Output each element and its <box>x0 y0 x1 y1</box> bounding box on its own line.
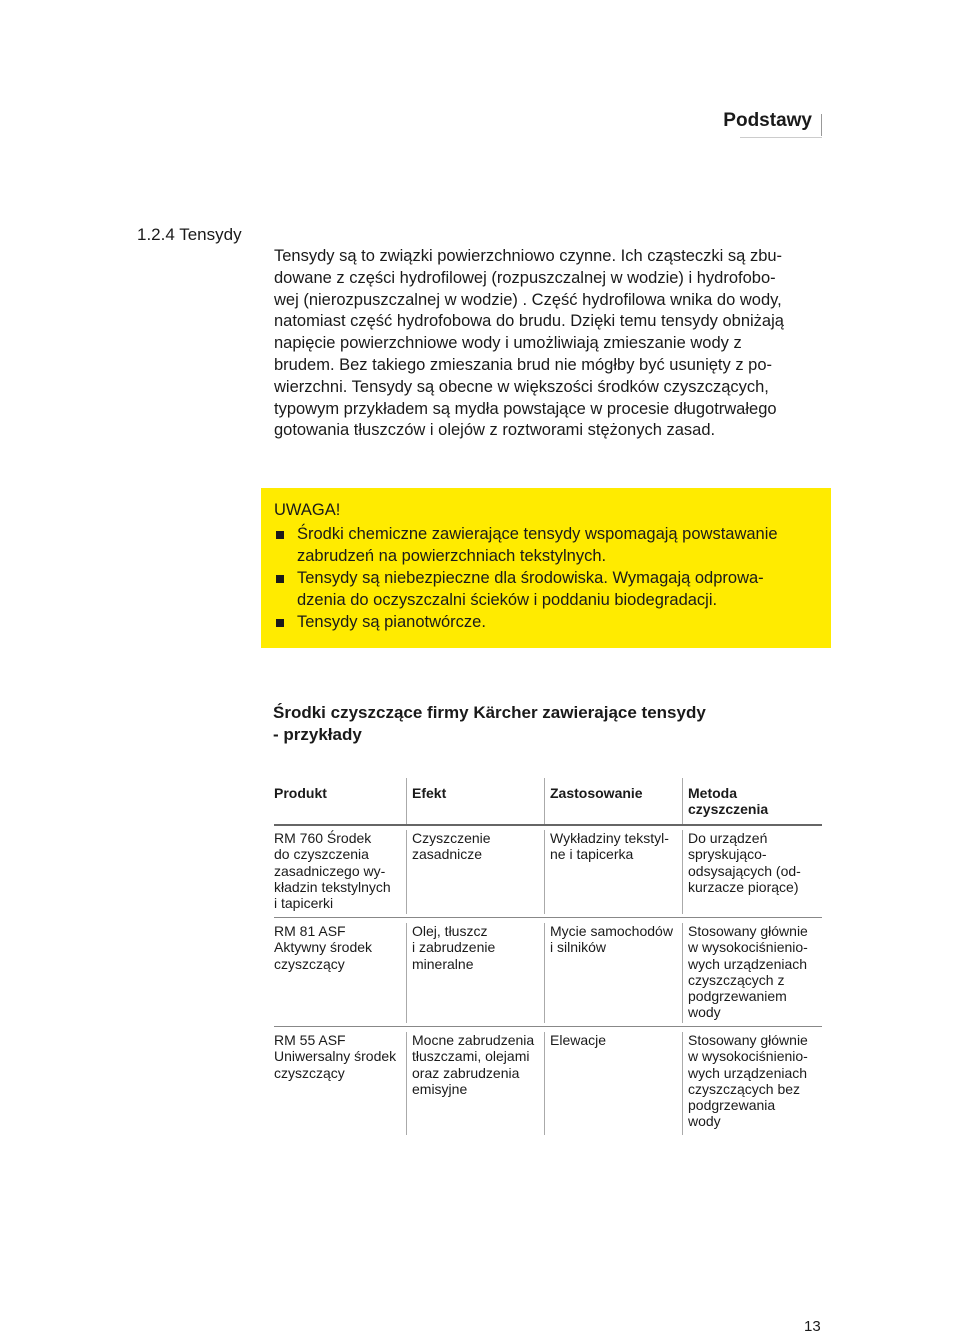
cell-line: podgrzewaniem <box>688 988 787 1005</box>
body-line: napięcie powierzchniowe wody i umożliwiają zmieszanie wody z <box>274 334 742 353</box>
cell-line: tłuszczami, olejami <box>412 1048 530 1065</box>
body-line: gotowania tłuszczów i olejów z roztworami stężonych zasad. <box>274 421 716 440</box>
cell-line: i silników <box>550 939 607 956</box>
cell-effect <box>412 1032 542 1097</box>
warning-item-line: Tensydy są niebezpieczne dla środowiska. Wymagają odprowa- <box>297 569 764 587</box>
table-heading-line: - przykłady <box>273 725 362 744</box>
table-heading-line: Środki czyszczące firmy Kärcher zawierające tensydy <box>273 703 706 722</box>
cell-line: Do urządzeń <box>688 830 768 846</box>
warning-item-line: zabrudzeń na powierzchniach tekstylnych. <box>297 547 607 565</box>
cell-line: odsysających (od- <box>688 862 801 879</box>
header-vertical-rule <box>821 114 822 136</box>
column-divider <box>406 830 407 914</box>
cell-product <box>274 923 404 972</box>
table-row <box>274 830 822 914</box>
body-line: dowane z części hydrofilowej (rozpuszczalnej w wodzie) i hydrofobo- <box>274 268 776 287</box>
cell-line: zasadniczego wy- <box>274 862 386 879</box>
cell-effect <box>412 830 542 863</box>
cell-line: Czyszczenie <box>412 830 491 846</box>
column-divider <box>406 923 407 1023</box>
cell-line: do czyszczenia <box>274 846 369 863</box>
column-divider <box>406 1032 407 1135</box>
cell-product <box>274 830 404 911</box>
column-divider <box>682 923 683 1023</box>
cell-line: Stosowany głównie <box>688 923 808 939</box>
warning-item-line: dzenia do oczyszczalni ścieków i poddaniu biodegradacji. <box>297 591 718 609</box>
cell-application <box>550 923 680 956</box>
cell-line: podgrzewania <box>688 1097 776 1114</box>
warning-item-line: Tensydy są pianotwórcze. <box>297 613 486 631</box>
cell-line: emisyjne <box>412 1080 468 1097</box>
column-divider <box>682 830 683 914</box>
header-method <box>688 778 822 817</box>
cell-line: wody <box>688 1004 721 1021</box>
cell-line: kładzin tekstylnych <box>274 878 391 895</box>
header-method-line: czyszczenia <box>688 801 769 817</box>
cell-line: zasadnicze <box>412 846 483 863</box>
header-horizontal-rule <box>740 137 822 138</box>
body-line: brudem. Bez takiego zmieszania brud nie mógłby być usunięty z po- <box>274 355 773 374</box>
warning-item <box>261 611 831 633</box>
column-divider <box>682 778 683 824</box>
cell-application <box>550 830 680 863</box>
cell-method <box>688 923 822 1021</box>
page-header-title: Podstawy <box>723 110 812 131</box>
cell-line: czyszczący <box>274 1064 345 1081</box>
column-divider <box>544 1032 545 1135</box>
warning-list <box>261 523 831 633</box>
cell-line: Stosowany głównie <box>688 1032 808 1048</box>
cell-line: w wysokociśnienio- <box>688 1048 808 1065</box>
column-divider <box>544 830 545 914</box>
header-separator <box>274 824 822 826</box>
page-number: 13 <box>804 1318 821 1335</box>
cell-line: Mycie samochodów <box>550 923 673 939</box>
body-line: Tensydy są to związki powierzchniowo czynne. Ich cząsteczki są zbu- <box>274 247 783 265</box>
table-row <box>274 923 822 1023</box>
warning-item <box>261 567 831 611</box>
cell-line: wody <box>688 1113 721 1130</box>
cell-line: RM 760 Środek <box>274 830 372 846</box>
column-divider <box>682 1032 683 1135</box>
cell-method <box>688 830 822 895</box>
row-separator <box>274 917 822 918</box>
cell-line: Mocne zabrudzenia <box>412 1032 535 1048</box>
cell-line: Wykładziny tekstyl- <box>550 830 669 846</box>
section-title: 1.2.4 Tensydy <box>137 225 242 244</box>
column-divider <box>406 778 407 824</box>
body-line: natomiast część hydrofobowa do brudu. Dzięki temu tensydy obniżają <box>274 312 784 331</box>
cell-line: spryskująco- <box>688 846 767 863</box>
column-divider <box>544 923 545 1023</box>
cell-line: Elewacje <box>550 1032 607 1048</box>
cell-line: Uniwersalny środek <box>274 1048 397 1065</box>
cell-line: Olej, tłuszcz <box>412 923 488 939</box>
table-header-row <box>274 778 822 824</box>
cell-product <box>274 1032 404 1081</box>
warning-box <box>261 488 831 648</box>
header-application: Zastosowanie <box>550 785 643 801</box>
cell-line: czyszczących z <box>688 971 785 988</box>
cell-application <box>550 1032 680 1048</box>
header-product: Produkt <box>274 785 327 801</box>
square-bullet-icon <box>276 531 284 539</box>
table-heading <box>273 702 793 746</box>
square-bullet-icon <box>276 619 284 627</box>
body-line: wej (nierozpuszczalnej w wodzie) . Część hydrofilowa wnika do wody, <box>274 290 782 309</box>
cell-line: i zabrudzenie <box>412 939 496 956</box>
cell-line: mineralne <box>412 955 474 972</box>
cell-line: czyszczący <box>274 955 345 972</box>
column-divider <box>544 778 545 824</box>
cell-line: w wysokociśnienio- <box>688 939 808 956</box>
cell-effect <box>412 923 542 972</box>
row-separator <box>274 1026 822 1027</box>
body-line: wierzchni. Tensydy są obecne w większości środków czyszczących, <box>274 377 769 396</box>
cell-method <box>688 1032 822 1130</box>
header-effect: Efekt <box>412 785 447 801</box>
cell-line: i tapicerki <box>274 895 334 912</box>
square-bullet-icon <box>276 575 284 583</box>
body-line: typowym przykładem są mydła powstające w procesie długotrwałego <box>274 399 777 418</box>
table-row <box>274 1032 822 1135</box>
cell-line: RM 81 ASF <box>274 923 346 939</box>
section-body <box>274 246 834 442</box>
cell-line: wych urządzeniach <box>688 1064 808 1081</box>
warning-item-line: Środki chemiczne zawierające tensydy wspomagają powstawanie <box>297 525 778 543</box>
cell-line: ne i tapicerka <box>550 846 634 863</box>
cell-line: kurzacze piorące) <box>688 878 799 895</box>
header-method-line: Metoda <box>688 785 737 801</box>
cell-line: czyszczących bez <box>688 1080 801 1097</box>
cell-line: wych urządzeniach <box>688 955 808 972</box>
warning-title: UWAGA! <box>274 501 341 519</box>
cell-line: Aktywny środek <box>274 939 373 956</box>
cell-line: oraz zabrudzenia <box>412 1064 520 1081</box>
cell-line: RM 55 ASF <box>274 1032 346 1048</box>
warning-item <box>261 523 831 567</box>
